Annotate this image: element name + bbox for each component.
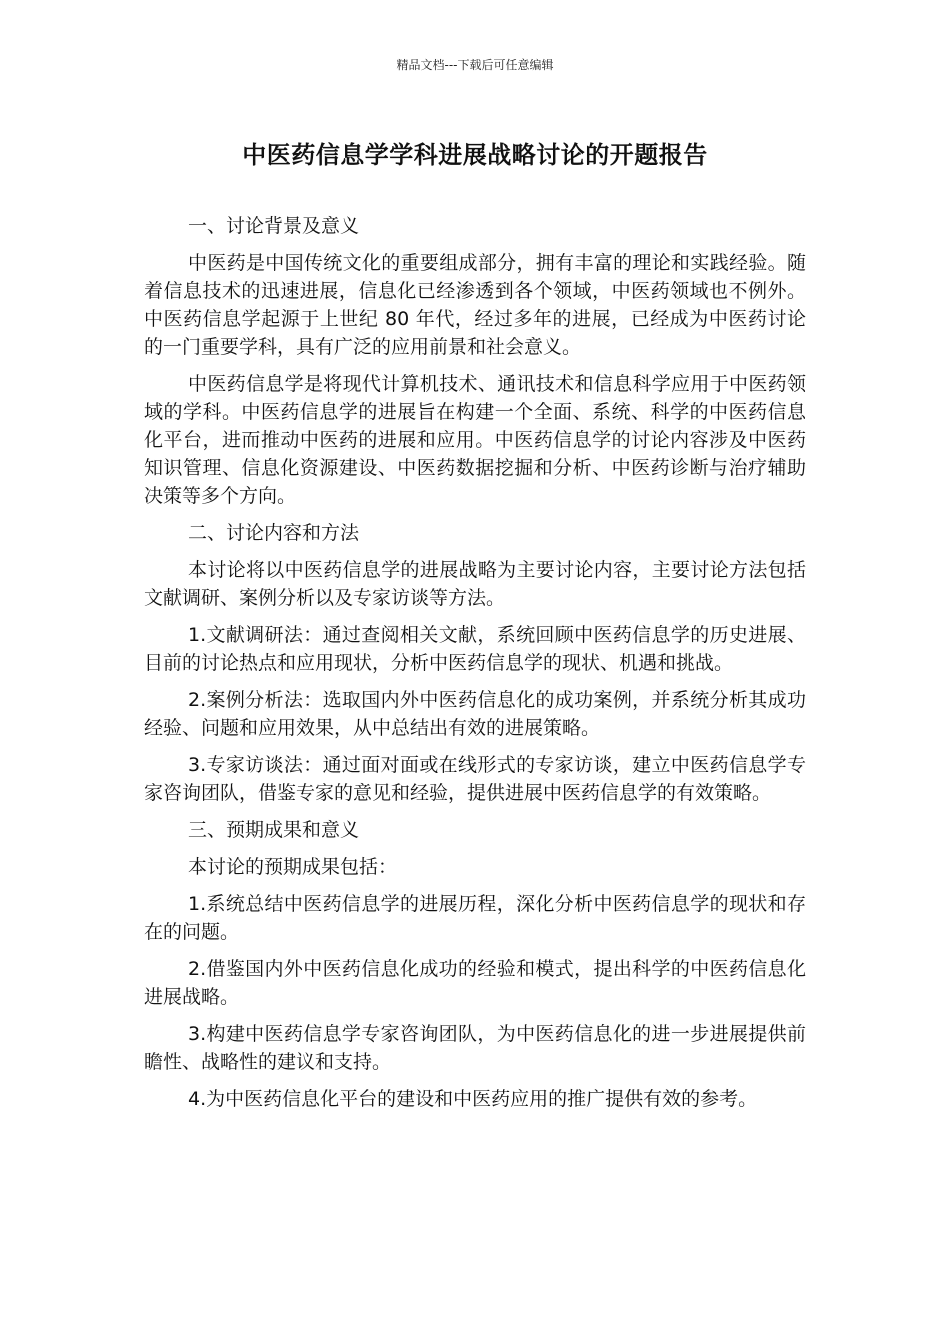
section-heading-content-methods: 二、讨论内容和方法	[188, 522, 360, 544]
list-item-expert-interview: 3.专家访谈法：通过面对面或在线形式的专家访谈，建立中医药信息学专家咨询团队，借鉴专家的意见和经验，提供进展中医药信息学的有效策略。	[144, 754, 806, 804]
list-item-result-1: 1.系统总结中医药信息学的进展历程，深化分析中医药信息学的现状和存在的问题。	[144, 893, 806, 943]
list-item-literature-review: 1.文献调研法：通过查阅相关文献，系统回顾中医药信息学的历史进展、目前的讨论热点和应用现状，分析中医药信息学的现状、机遇和挑战。	[144, 624, 806, 674]
document-title: 中医药信息学学科进展战略讨论的开题报告	[242, 141, 708, 169]
section-heading-expected-results: 三、预期成果和意义	[188, 819, 360, 841]
list-item-result-4: 4.为中医药信息化平台的建设和中医药应用的推广提供有效的参考。	[188, 1088, 758, 1110]
paragraph: 中医药信息学是将现代计算机技术、通讯技术和信息科学应用于中医药领域的学科。中医药信息学的进展旨在构建一个全面、系统、科学的中医药信息化平台，进而推动中医药的进展和应用。中医药信息学的讨论内容涉及中医药知识管理、信息化资源建设、中医药数据挖掘和分析、中医药诊断与治疗辅助决策等多个方向。	[144, 373, 806, 507]
section-heading-background: 一、讨论背景及意义	[188, 215, 360, 237]
paragraph: 中医药是中国传统文化的重要组成部分，拥有丰富的理论和实践经验。随着信息技术的迅速进展，信息化已经渗透到各个领域，中医药领域也不例外。中医药信息学起源于上世纪 80 年代，经过多年的进展，已经成为中医药讨论的一门重要学科，具有广泛的应用前景和社会意义。	[144, 252, 806, 358]
list-item-case-analysis: 2.案例分析法：选取国内外中医药信息化的成功案例，并系统分析其成功经验、问题和应用效果，从中总结出有效的进展策略。	[144, 689, 806, 739]
list-item-result-2: 2.借鉴国内外中医药信息化成功的经验和模式，提出科学的中医药信息化进展战略。	[144, 958, 806, 1008]
page-header: 精品文档---下载后可任意编辑	[396, 58, 554, 72]
paragraph: 本讨论的预期成果包括：	[188, 856, 398, 878]
paragraph: 本讨论将以中医药信息学的进展战略为主要讨论内容，主要讨论方法包括文献调研、案例分析以及专家访谈等方法。	[144, 559, 806, 609]
list-item-result-3: 3.构建中医药信息学专家咨询团队，为中医药信息化的进一步进展提供前瞻性、战略性的建议和支持。	[144, 1023, 806, 1073]
document-body	[144, 212, 806, 1122]
